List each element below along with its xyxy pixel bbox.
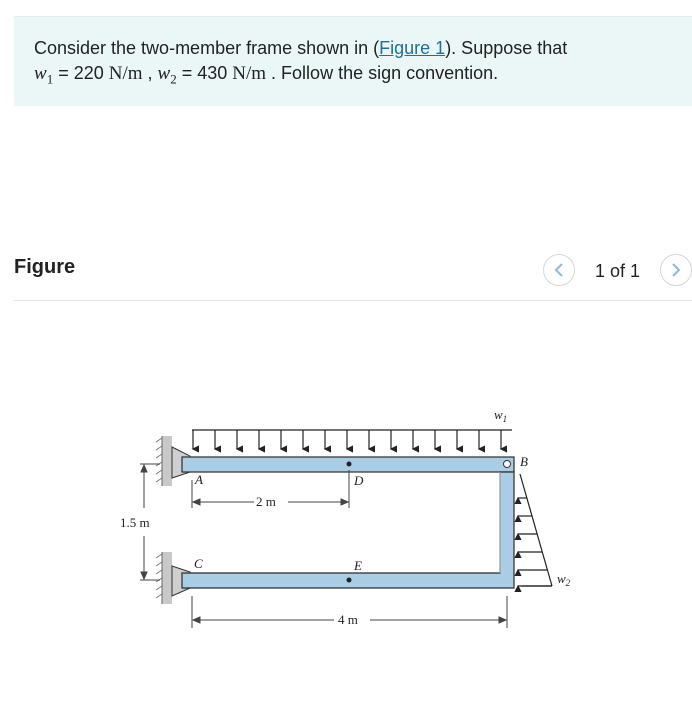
- distributed-load-w1: [192, 430, 512, 449]
- w1-symbol: w: [34, 63, 47, 84]
- figure-heading: Figure: [14, 256, 76, 278]
- label-w1: $w_1$: [494, 407, 508, 424]
- problem-text-after-link: ). Suppose that: [445, 38, 568, 58]
- label-B: B: [520, 454, 528, 469]
- w2-subscript: 2: [170, 71, 177, 87]
- label-A: A: [195, 472, 203, 487]
- wall-support-top: [156, 436, 172, 486]
- label-1.5m: 1.5 m: [120, 515, 150, 530]
- wall-support-bottom: [156, 552, 172, 604]
- point-D: [347, 462, 352, 467]
- problem-text-end: . Follow the sign convention.: [266, 63, 499, 83]
- label-2m: 2 m: [256, 494, 276, 509]
- member-CB: [182, 472, 514, 588]
- label-w2: $w_2$: [557, 571, 571, 588]
- w2-unit: N/m: [232, 63, 267, 84]
- label-4m: 4 m: [338, 612, 358, 627]
- w1-unit: N/m: [108, 63, 143, 84]
- label-E: E: [354, 558, 362, 573]
- problem-text-intro: Consider the two-member frame shown in (: [34, 38, 380, 58]
- triangular-load-w2: [518, 474, 552, 586]
- point-E: [347, 578, 352, 583]
- label-D: D: [354, 473, 364, 488]
- w1-subscript: 1: [46, 71, 54, 87]
- w1-value: = 220: [53, 63, 109, 83]
- label-C: C: [194, 556, 203, 571]
- value-separator: ,: [142, 63, 158, 83]
- pin-B: [504, 461, 511, 468]
- w2-symbol: w: [157, 63, 171, 84]
- pager-count: 1 of 1: [595, 261, 641, 281]
- w2-value: = 430: [176, 63, 233, 83]
- figure-1-link[interactable]: Figure 1: [379, 38, 446, 58]
